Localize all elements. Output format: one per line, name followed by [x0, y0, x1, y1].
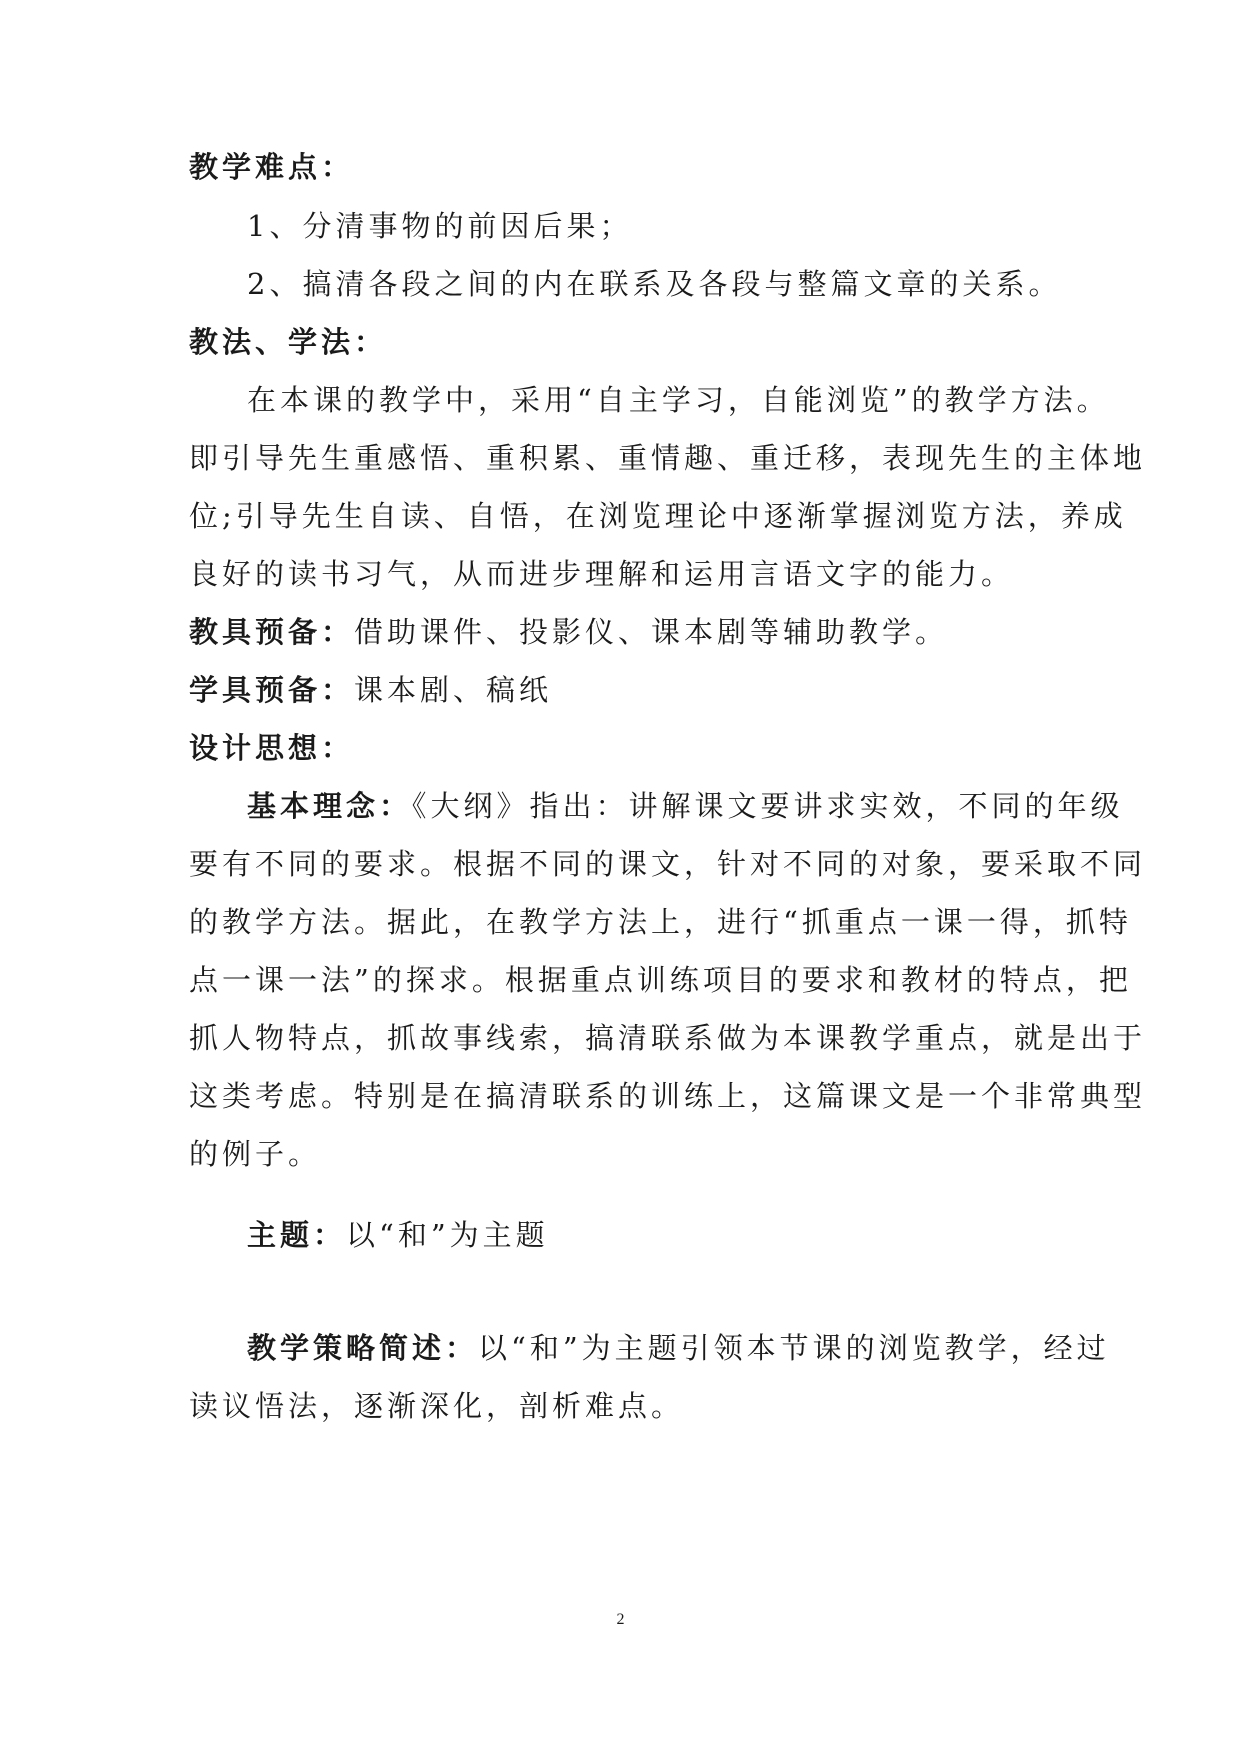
teacher-tools-label: 教具预备： [189, 615, 355, 649]
theme-label: 主题： [247, 1218, 347, 1252]
concept-label: 基本理念： [247, 789, 413, 823]
method-heading: 教法、学法： [189, 325, 388, 359]
design-line-1 [247, 786, 1124, 826]
student-tools-text: 课本剧、稿纸 [354, 673, 553, 707]
strategy-line-1 [247, 1328, 1117, 1368]
theme-text: 以“和”为主题 [346, 1218, 549, 1252]
difficulty-heading: 教学难点： [189, 150, 355, 184]
student-tools-label: 学具预备： [189, 673, 355, 707]
design-line-5: 抓人物特点，抓故事线索，搞清联系做为本课教学重点，就是出于 [189, 1021, 1147, 1055]
theme-line [247, 1215, 1117, 1255]
strategy-text: 以“和”为主题引领本节课的浏览教学，经过 [478, 1331, 1110, 1365]
method-line-1: 在本课的教学中，采用“自主学习，自能浏览”的教学方法。 [247, 383, 1110, 417]
method-line-3: 位;引导先生自读、自悟，在浏览理论中逐渐掌握浏览方法，养成 [189, 499, 1127, 533]
difficulty-item-2: 2、搞清各段之间的内在联系及各段与整篇文章的关系。 [247, 267, 1062, 301]
design-line-2: 要有不同的要求。根据不同的课文，针对不同的对象，要采取不同 [189, 847, 1147, 881]
strategy-label: 教学策略简述： [247, 1331, 479, 1365]
design-line-6: 这类考虑。特别是在搞清联系的训练上，这篇课文是一个非常典型 [189, 1079, 1147, 1113]
concept-text: 《大纲》指出：讲解课文要讲求实效，不同的年级 [412, 789, 1124, 823]
teacher-tools-text: 借助课件、投影仪、课本剧等辅助教学。 [354, 615, 949, 649]
design-line-4: 点一课一法”的探求。根据重点训练项目的要求和教材的特点，把 [189, 963, 1132, 997]
difficulty-item-1: 1、分清事物的前因后果； [247, 209, 633, 243]
method-line-2: 即引导先生重感悟、重积累、重情趣、重迁移，表现先生的主体地 [189, 441, 1147, 475]
teacher-tools-line [189, 612, 1059, 652]
design-heading: 设计思想： [189, 731, 355, 765]
strategy-line-2: 读议悟法，逐渐深化，剖析难点。 [189, 1389, 685, 1423]
student-tools-line [189, 670, 1059, 710]
page-number: 2 [616, 1611, 625, 1628]
method-line-4: 良好的读书习气，从而进步理解和运用言语文字的能力。 [189, 557, 1015, 591]
design-line-3: 的教学方法。据此，在教学方法上，进行“抓重点一课一得，抓特 [189, 905, 1132, 939]
design-line-7: 的例子。 [189, 1137, 322, 1171]
